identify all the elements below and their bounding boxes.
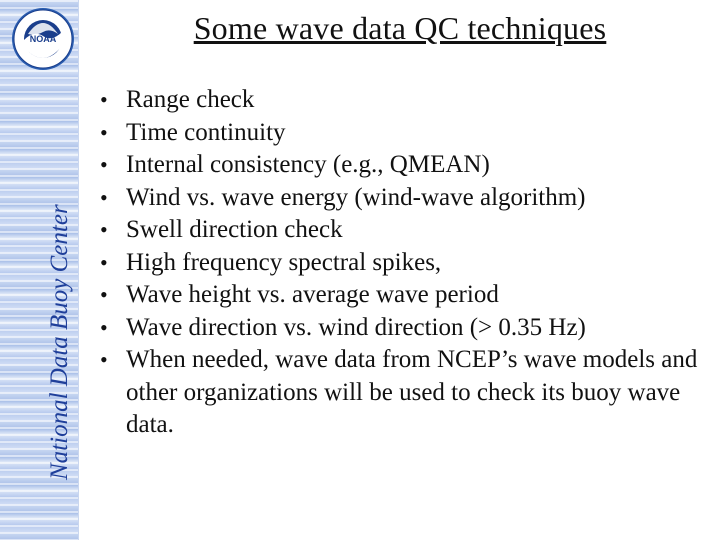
bullet-text: Range check bbox=[126, 86, 255, 113]
bullet-item bbox=[100, 279, 700, 312]
bullet-dot: • bbox=[100, 87, 108, 112]
bullet-item bbox=[100, 214, 700, 247]
bullet-dot: • bbox=[100, 217, 108, 242]
bullet-item bbox=[100, 149, 700, 182]
bullet-dot: • bbox=[100, 119, 108, 145]
bullet-item bbox=[100, 84, 700, 117]
bullet-item bbox=[100, 182, 700, 215]
bullet-text: When needed, wave data from NCEP’s wave models and other organizations will be used to check its buoy wave data. bbox=[126, 346, 698, 438]
bullet-item bbox=[100, 344, 700, 442]
bullet-dot: • bbox=[100, 249, 108, 275]
bullet-text: Internal consistency (e.g., QMEAN) bbox=[126, 151, 490, 178]
bullet-dot: • bbox=[100, 282, 108, 307]
bullet-dot: • bbox=[100, 347, 108, 372]
bullet-item bbox=[100, 247, 700, 280]
bullet-item bbox=[100, 117, 700, 150]
bullet-dot: • bbox=[100, 314, 108, 340]
bullet-text: Wind vs. wave energy (wind-wave algorithm) bbox=[126, 183, 586, 211]
bullet-text: Swell direction check bbox=[126, 216, 343, 243]
bullet-dot: • bbox=[100, 184, 108, 210]
sidebar-vertical-title: National Data Buoy Center bbox=[46, 204, 73, 480]
bullet-text: High frequency spectral spikes, bbox=[126, 248, 442, 276]
slide-title: Some wave data QC techniques bbox=[193, 10, 607, 46]
svg-text:NOAA: NOAA bbox=[29, 34, 57, 44]
bullet-item bbox=[100, 312, 700, 345]
sidebar-panel bbox=[0, 0, 79, 540]
bullet-list bbox=[100, 84, 700, 442]
bullet-text: Wave direction vs. wind direction (> 0.35 Hz) bbox=[126, 313, 586, 341]
bullet-text: Wave height vs. average wave period bbox=[126, 281, 499, 308]
bullet-text: Time continuity bbox=[126, 118, 286, 146]
bullet-dot: • bbox=[100, 152, 108, 177]
noaa-logo bbox=[10, 6, 76, 72]
